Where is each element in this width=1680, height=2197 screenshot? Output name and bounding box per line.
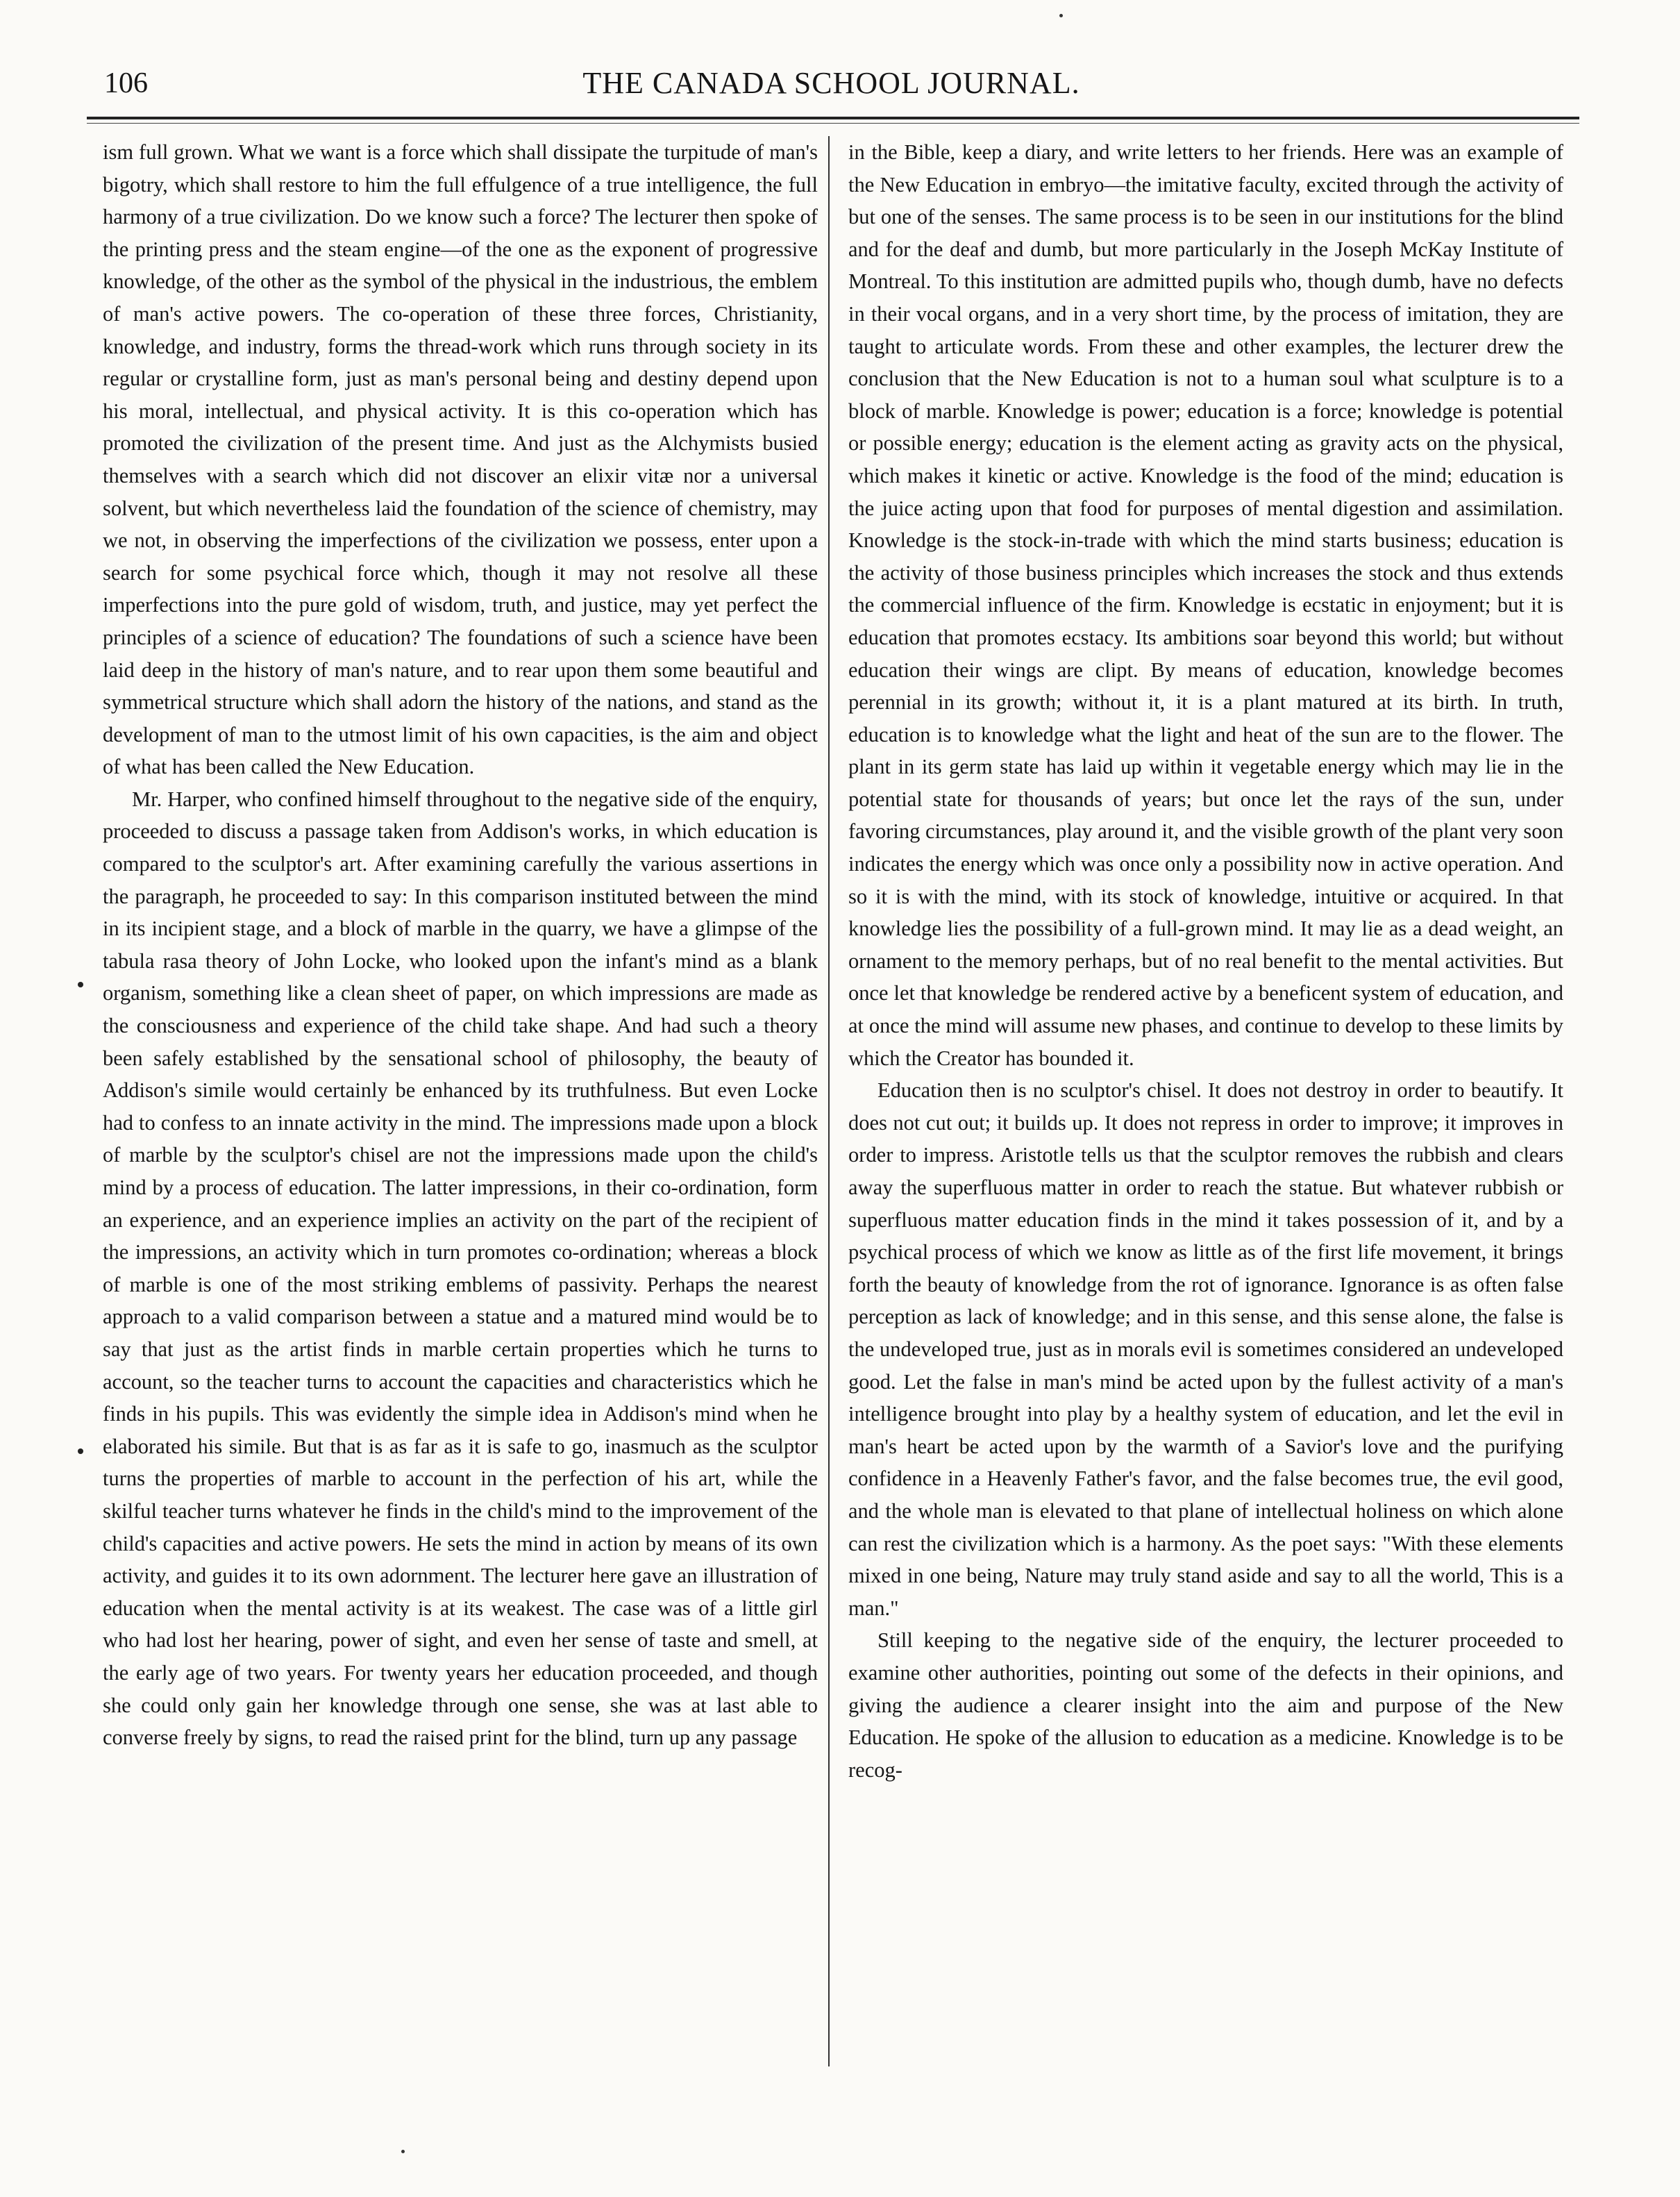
page-number: 106 [104, 67, 148, 99]
page-header [83, 62, 1579, 104]
right-paragraph-3: Still keeping to the negative side of the enquiry, the lecturer proceeded to examine other authorities, pointing out some of the defects in their opinions, and giving the audience a clearer insight into the aim and purpose of the New Education. He spoke of the allusion to education as a medicine. Knowledge is to be recog- [848, 1628, 1563, 1782]
right-paragraph-2: Education then is no sculptor's chisel. It does not destroy in order to beautify. It does not cut out; it builds up. It does not repress in order to improve; it improves in order to impress. Aristotle tells us that the sculptor removes the rubbish and clears away the superfluous matter in order to reach the statue. But whatever rubbish or superfluous matter education finds in the mind it takes possession of it, and by a psychical process of which we know as little as of the first life movement, it brings forth the beauty of knowledge from the rot of ignorance. Ignorance is as often false perception as lack of knowledge; and in this sense, and this sense alone, the false is the undeveloped true, just as in morals evil is sometimes considered an undeveloped good. Let the false in man's mind be acted upon by the fullest activity of a man's intelligence brought into play by a healthy system of education, and let the evil in man's heart be acted upon by the warmth of a Savior's love and the purifying confidence in a Heavenly Father's favor, and the false becomes true, the evil good, and the whole man is elevated to that plane of intellectual holiness on which alone can rest the civilization which is a harmony. As the poet says: "With these elements mixed in one being, Nature may truly stand aside and say to all the world, This is a man." [848, 1078, 1563, 1620]
journal-title: THE CANADA SCHOOL JOURNAL. [582, 66, 1080, 100]
header-rule-thin [87, 123, 1579, 124]
column-divider [828, 136, 830, 2066]
right-paragraph-1: in the Bible, keep a diary, and write letters to her friends. Here was an example of the New Education in embryo—the imitative faculty, excited through the activity of but one of the senses. The same process is to be seen in our institutions for the blind and for the deaf and dumb, but more particularly in the Joseph McKay Institute of Montreal. To this institution are admitted pupils who, though dumb, have no defects in their vocal organs, and in a very short time, by the process of imitation, they are taught to articulate words. From these and other examples, the lecturer drew the conclusion that the New Education is not to a human soul what sculpture is to a block of marble. Knowledge is power; education is a force; knowledge is potential or possible energy; education is the element acting as gravity acts on the physical, which makes it kinetic or active. Knowledge is the food of the mind; education is the juice acting upon that food for purposes of mental digestion and assimilation. Knowledge is the stock-in-trade with which the mind starts business; education is the activity of those business principles which increases the stock and thus extends the commercial influence of the firm. Knowledge is ecstatic in enjoyment; but it is education that promotes ecstacy. Its ambitions soar beyond this world; but without education their wings are clipt. By means of education, knowledge becomes perennial in its growth; without it, it is a plant matured at its birth. In truth, education is to knowledge what the light and heat of the sun are to the flower. The plant in its germ state has laid up within it vegetable energy which may lie in the potential state for thousands of years; but once let the rays of the sun, under favoring circumstances, play around it, and the visible growth of the plant very soon indicates the energy which was once only a possibility now in active operation. And so it is with the mind, with its stock of knowledge, intuitive or acquired. In that knowledge lies the possibility of a full-grown mind. It may lie as a dead weight, an ornament to the memory perhaps, but of no real benefit to the mental activities. But once let that knowledge be rendered active by a beneficent system of education, and at once the mind will assume new phases, and continue to develop to these limits by which the Creator has bounded it. [848, 140, 1563, 1070]
left-paragraph-2: Mr. Harper, who confined himself throughout to the negative side of the enquiry, proceeded to discuss a passage taken from Addison's works, in which education is compared to the sculptor's art. After examining carefully the various assertions in the paragraph, he proceeded to say: In this comparison instituted between the mind in its incipient stage, and a block of marble in the quarry, we have a glimpse of the tabula rasa theory of John Locke, who looked upon the infant's mind as a blank organism, something like a clean sheet of paper, on which impressions are made as the consciousness and experience of the child take shape. And had such a theory been safely established by the sensational school of philosophy, the beauty of Addison's simile would certainly be enhanced by its truthfulness. But even Locke had to confess to an innate activity in the mind. The impressions made upon a block of marble by the sculptor's chisel are not the impressions made upon the child's mind by a process of education. The latter impressions, in their co-ordination, form an experience, and an experience implies an activity on the part of the recipient of the impressions, an activity which in turn promotes co-ordination; whereas a block of marble is one of the most striking emblems of passivity. Perhaps the nearest approach to a valid comparison between a statue and a matured mind would be to say that just as the artist finds in marble certain properties which he turns to account, so the teacher turns to account the capacities and characteristics which he finds in his pupils. This was evidently the simple idea in Addison's mind when he elaborated his simile. But that is as far as it is safe to go, inasmuch as the sculptor turns the properties of marble to account in the perfection of his art, while the skilful teacher turns whatever he finds in the child's mind to the improvement of the child's capacities and active powers. He sets the mind in action by means of its own activity, and guides it to its own adornment. The lecturer here gave an illustration of education when the mental activity is at its weakest. The case was of a little girl who had lost her hearing, power of sight, and even her sense of taste and smell, at the early age of two years. For twenty years her education proceeded, and though she could only gain her knowledge through one sense, she was at last able to converse freely by signs, to read the raised print for the blind, turn up any passage [103, 787, 818, 1750]
right-column [848, 136, 1563, 1786]
left-column [103, 136, 818, 1754]
left-paragraph-1: ism full grown. What we want is a force which shall dissipate the turpitude of man's bigotry, which shall restore to him the full effulgence of a true intelligence, the full harmony of a true civilization. Do we know such a force? The lecturer then spoke of the printing press and the steam engine—of the one as the exponent of progressive knowledge, of the other as the symbol of the physical in the industrious, the emblem of man's active powers. The co-operation of these three forces, Christianity, knowledge, and industry, forms the thread-work which runs through society in its regular or crystalline form, just as man's personal being and destiny depend upon his moral, intellectual, and physical activity. It is this co-operation which has promoted the civilization of the present time. And just as the Alchymists busied themselves with a search which did not discover an elixir vitæ nor a universal solvent, but which nevertheless laid the foundation of the science of chemistry, may we not, in observing the imperfections of the civilization we possess, enter upon a search for some psychical force which, though it may not resolve all these imperfections into the pure gold of wisdom, truth, and justice, may yet perfect the principles of a science of education? The foundations of such a science have been laid deep in the history of man's nature, and to rear upon them some beautiful and symmetrical structure which shall adorn the history of the nations, and stand as the development of man to the utmost limit of his own capacities, is the aim and object of what has been called the New Education. [103, 140, 818, 779]
margin-dot [78, 982, 83, 987]
stray-mark [401, 2150, 405, 2153]
stray-mark [1059, 14, 1063, 17]
margin-dot [78, 1448, 83, 1454]
header-rule-thick [87, 117, 1579, 119]
